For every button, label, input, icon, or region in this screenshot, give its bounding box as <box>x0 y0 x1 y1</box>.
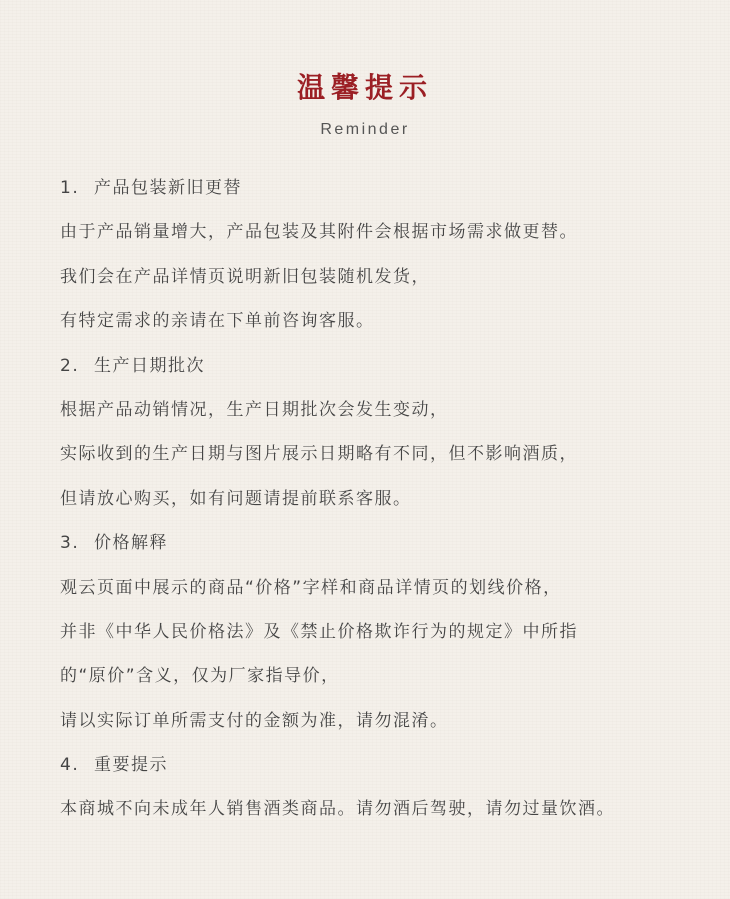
page-title: 温馨提示 <box>296 71 433 104</box>
section-line: 我们会在产品详情页说明新旧包装随机发货， <box>60 266 430 287</box>
section-heading-packaging <box>60 171 720 215</box>
section-title: 重要提示 <box>94 755 168 776</box>
section-number: 4. <box>60 755 80 776</box>
section-line: 观云页面中展示的商品“价格”字样和商品详情页的划线价格， <box>60 577 562 598</box>
reminder-content <box>60 171 720 837</box>
section-line: 请以实际订单所需支付的金额为准，请勿混淆。 <box>60 710 449 731</box>
section-line: 根据产品动销情况，生产日期批次会发生变动， <box>60 399 449 420</box>
section-line: 由于产品销量增大，产品包装及其附件会根据市场需求做更替。 <box>60 222 578 243</box>
section-title: 产品包装新旧更替 <box>94 178 242 198</box>
section-line: 并非《中华人民价格法》及《禁止价格欺诈行为的规定》中所指 <box>60 621 578 642</box>
section-line: 的“原价”含义，仅为厂家指导价， <box>60 666 340 687</box>
section-number: 3. <box>60 533 80 554</box>
section-line: 但请放心购买，如有问题请提前联系客服。 <box>60 488 412 509</box>
page-subtitle: Reminder <box>320 121 410 138</box>
section-heading-important <box>60 748 720 792</box>
section-heading-price <box>60 526 720 570</box>
section-line: 本商城不向未成年人销售酒类商品。请勿酒后驾驶，请勿过量饮酒。 <box>60 799 615 820</box>
section-heading-production-date <box>60 349 720 393</box>
section-number: 2. <box>60 355 80 376</box>
section-line: 有特定需求的亲请在下单前咨询客服。 <box>60 311 375 332</box>
section-line: 实际收到的生产日期与图片展示日期略有不同，但不影响酒质， <box>60 444 578 465</box>
section-title: 价格解释 <box>94 533 168 554</box>
section-number: 1. <box>60 178 80 198</box>
section-title: 生产日期批次 <box>94 355 205 376</box>
